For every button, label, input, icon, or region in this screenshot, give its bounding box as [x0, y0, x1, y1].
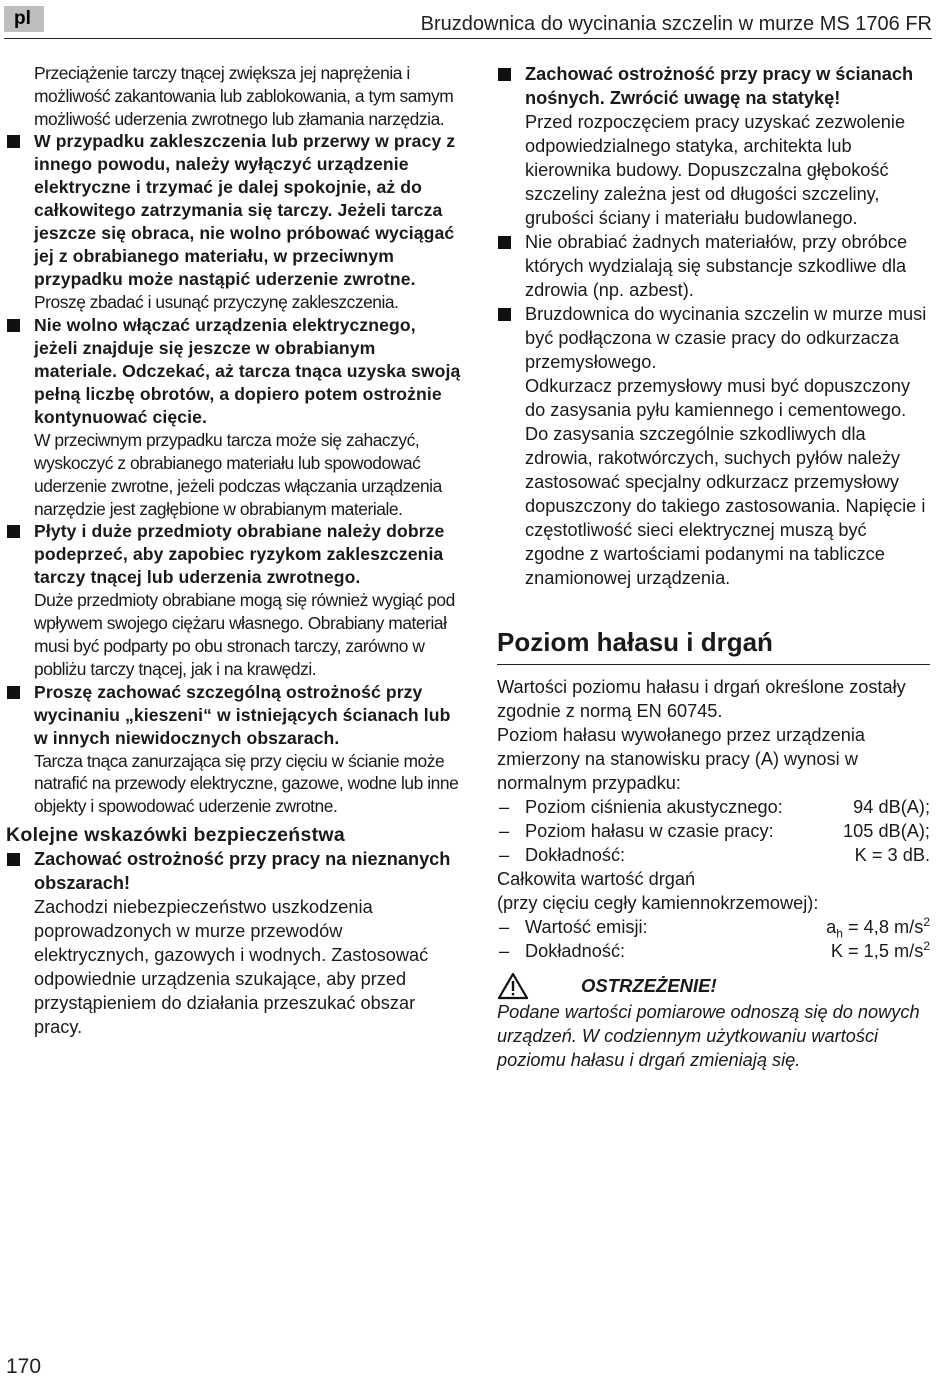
paragraph: Poziom hałasu wywołanego przez urządzenia zmierzony na stanowisku pracy (A) wynosi w normalnym przypadku: — [497, 725, 865, 793]
list-item — [497, 62, 930, 230]
noise-row — [497, 819, 930, 843]
list-item-text: Duże przedmioty obrabiane mogą się również wygiąć pod wpływem swojego ciężaru własnego. Obrabiany materiał musi być podparty po obu stronach tarczy, zarówno w pobliżu tarczy tnącej, jak i na krawędzi. — [34, 590, 455, 679]
dash: – — [499, 917, 510, 937]
list-item-text: Zachodzi niebezpieczeństwo uszkodzenia poprowadzonych w murze przewodów elektrycznych, gazowych i wodnych. Zastosować odpowiednie urządzenia szukające, aby przed przystąpieniem do działania przeszukać obszar pracy. — [34, 896, 429, 1037]
list-item-text: Bruzdownica do wycinania szczelin w murze musi być podłączona w czasie pracy do odkurzacza przemysłowego. — [525, 304, 927, 372]
list-item — [497, 230, 930, 302]
list-item-bold: Proszę zachować szczególną ostrożność przy wycinaniu „kieszeni“ w istniejących ścianach lub w innych niewidocznych obszarach. — [34, 681, 451, 748]
list-item — [497, 302, 930, 590]
square-bullet-icon — [498, 68, 511, 81]
dash: – — [499, 797, 510, 817]
paragraph: (przy cięciu cegły kamiennokrzemowej): — [497, 893, 819, 913]
list-item-text: Proszę zbadać i usunąć przyczynę zakleszczenia. — [34, 292, 399, 313]
left-column — [6, 62, 461, 1039]
noise-row — [497, 843, 930, 867]
dash: – — [499, 845, 510, 865]
list-item-text: Nie obrabiać żadnych materiałów, przy obróbce których wydzialają się substancje szkodliwe dla zdrowia (np. azbest). — [525, 232, 908, 300]
noise-label: Poziom ciśnienia akustycznego: — [525, 797, 783, 817]
list-item-bold: Płyty i duże przedmioty obrabiane należy dobrze podeprzeć, aby zapobiec ryzykom zakleszczenia tarczy tnącej lub uderzenia zwrotnego. — [34, 521, 445, 588]
dash: – — [499, 941, 510, 961]
right-column — [497, 62, 930, 1072]
list-item-bold: Zachować ostrożność przy pracy w ścianach nośnych. Zwrócić uwagę na statykę! — [525, 64, 914, 108]
noise-value: 105 dB(A); — [843, 821, 930, 841]
list-item — [6, 847, 461, 1039]
language-badge: pl — [4, 6, 44, 32]
intro-paragraph: Przeciążenie tarczy tnącej zwiększa jej naprężenia i możliwość zakantowania lub zablokowania, a tym samym możliwość uderzenia zwrotnego lub złamania narzędzia. — [34, 63, 454, 129]
list-item-text: Do zasysania szczególnie szkodliwych dla zdrowia, rakotwórczych, suchych pyłów należy zastosować specjalny odkurzacz przemysłowy dopuszczony do takiego zastosowania. Napięcie i częstotliwość sieci elektrycznej muszą być zgodne z wartościami podanymi na tabliczce znamionowej urządzenia. — [525, 424, 926, 588]
warning-triangle-icon — [497, 972, 529, 1000]
paragraph: Wartości poziomu hałasu i drgań określone zostały zgodnie z normą EN 60745. — [497, 677, 906, 721]
noise-value: K = 3 dB. — [854, 845, 930, 865]
square-bullet-icon — [7, 853, 20, 866]
warning-heading — [497, 972, 930, 1000]
vibration-row — [497, 939, 930, 963]
vibration-value: $a_h = 4,8$ $m/s^2$ — [826, 914, 930, 941]
paragraph: Całkowita wartość drgań — [497, 869, 696, 889]
subheading: Kolejne wskazówki bezpieczeństwa — [6, 823, 346, 846]
warning-text: Podane wartości pomiarowe odnoszą się do nowych urządzeń. W codziennym użytkowaniu wartości poziomu hałasu i drgań zmieniają się. — [497, 1002, 920, 1070]
vibration-label: Wartość emisji: — [525, 917, 648, 937]
square-bullet-icon — [498, 308, 511, 321]
list-item-text: Odkurzacz przemysłowy musi być dopuszczony do zasysania pyłu kamiennego i cementowego. — [525, 376, 911, 420]
vibration-label: Dokładność: — [525, 941, 626, 961]
square-bullet-icon — [7, 686, 20, 699]
list-item-text: Tarcza tnąca zanurzająca się przy cięciu w ścianie może natrafić na przewody elektryczne, gazowe, wodne lub inne objekty i spowodować uderzenie zwrotne. — [34, 750, 459, 817]
vibration-value: K = 1,5 $m/s^2$ — [830, 938, 930, 961]
list-item — [6, 681, 461, 818]
list-item — [6, 520, 461, 680]
list-item-bold: W przypadku zakleszczenia lub przerwy w pracy z innego powodu, należy wyłączyć urządzenie elektryczne i trzymać je dalej spokojnie, aż do całkowitego zatrzymania się tarczy. Jeżeli tarcza jeszcze się obraca, nie wolno próbować wyciągać jej z obrabianego materiału, w przeciwnym przypadku może nastąpić uderzenie zwrotne. — [34, 131, 456, 290]
page-header-title: Bruzdownica do wycinania szczelin w murze MS 1706 FR — [420, 13, 932, 35]
list-item — [6, 314, 461, 520]
warning-title: OSTRZEŻENIE! — [581, 975, 717, 996]
page-number: 170 — [6, 1355, 42, 1378]
vibration-row — [497, 915, 930, 939]
noise-label: Dokładność: — [525, 845, 626, 865]
noise-row — [497, 795, 930, 819]
noise-value: 94 dB(A); — [853, 797, 930, 817]
list-item-bold: Zachować ostrożność przy pracy na nieznanych obszarach! — [34, 848, 451, 893]
header-divider — [4, 38, 932, 39]
square-bullet-icon — [498, 236, 511, 249]
noise-label: Poziom hałasu w czasie pracy: — [525, 821, 774, 841]
section-title: Poziom hałasu i drgań — [497, 626, 930, 665]
square-bullet-icon — [7, 525, 20, 538]
list-item-text: W przeciwnym przypadku tarcza może się zahaczyć, wyskoczyć z obrabianego materiału lub spowodować uderzenie zwrotne, jeżeli podczas włączania urządzenia narzędzie jest zagłębione w obrabianym materiale. — [34, 430, 442, 519]
list-item — [6, 130, 461, 314]
list-item-bold: Nie wolno włączać urządzenia elektrycznego, jeżeli znajduje się jeszcze w obrabianym materiale. Odczekać, aż tarcza tnąca uzyska swoją pełną liczbę obrotów, a dopiero potem ostrożnie kontynuować cięcie. — [34, 315, 461, 428]
dash: – — [499, 821, 510, 841]
list-item-text: Przed rozpoczęciem pracy uzyskać zezwolenie odpowiedzialnego statyka, architekta lub kierownika budowy. Dopuszczalna głębokość szczeliny zależna jest od długości szczeliny, grubości ściany i materiału budowlanego. — [525, 112, 906, 228]
square-bullet-icon — [7, 135, 20, 148]
square-bullet-icon — [7, 319, 20, 332]
